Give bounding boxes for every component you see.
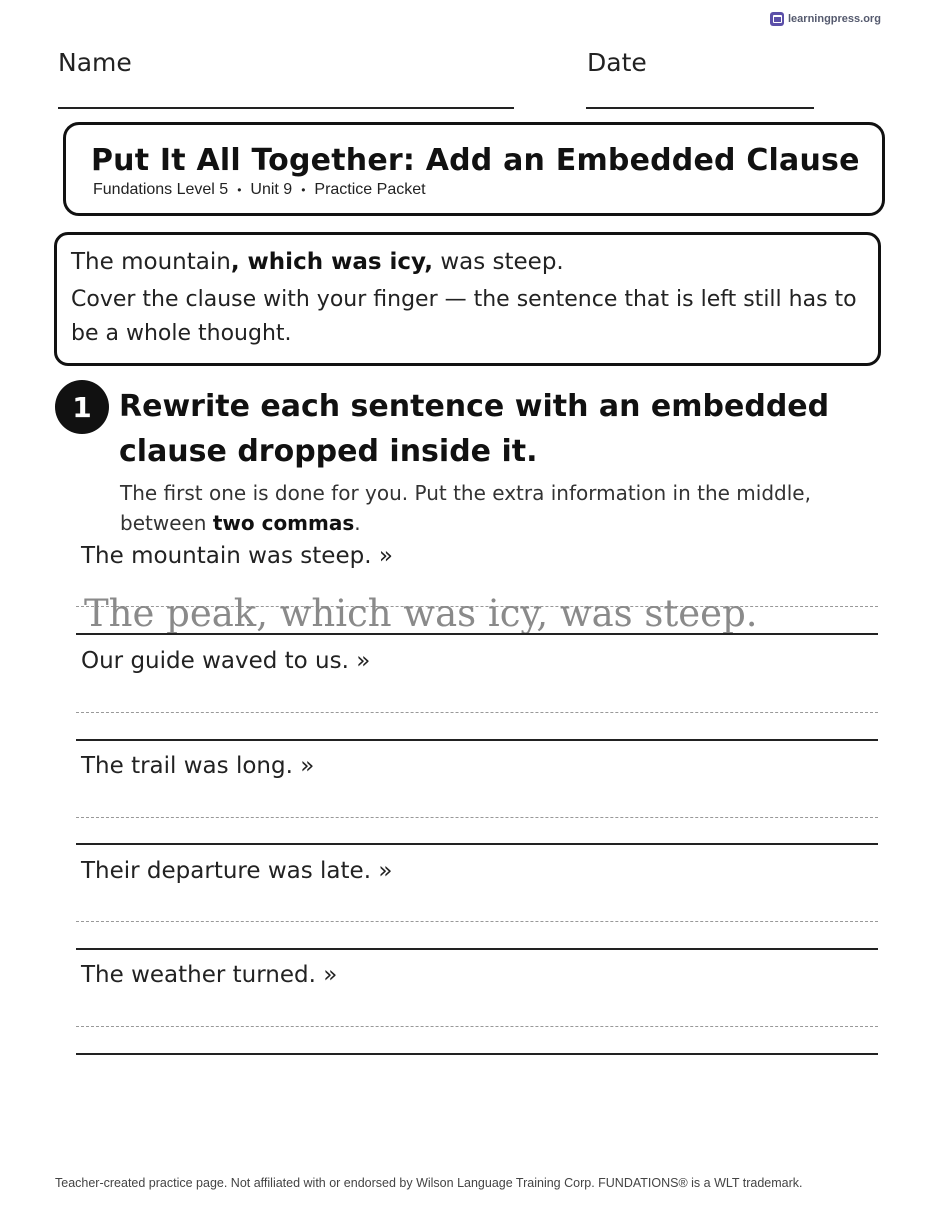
footer-disclaimer: Teacher-created practice page. Not affiliated with or endorsed by Wilson Language Training Corp. FUNDATIONS® is a WLT trademark. <box>55 1176 803 1190</box>
example-before: The mountain <box>71 249 231 275</box>
date-line[interactable] <box>586 107 814 109</box>
answer-line[interactable] <box>76 1053 878 1055</box>
subtitle-separator: • <box>237 183 242 197</box>
example-tip: Cover the clause with your finger — the sentence that is left still has to be a whole thought. <box>71 287 857 346</box>
subtitle-level: Fundations Level 5 <box>93 181 229 198</box>
step-instructions <box>120 478 890 538</box>
answer-line[interactable] <box>76 739 878 741</box>
example-after: was steep. <box>433 249 564 275</box>
dashed-guide-line <box>76 712 878 713</box>
answer-line[interactable] <box>76 948 878 950</box>
brand-name: learningpress.org <box>788 13 881 25</box>
title-box <box>63 122 885 216</box>
item-prompt: The weather turned. » <box>81 962 338 988</box>
item-prompt: Our guide waved to us. » <box>81 648 371 674</box>
subtitle-packet: Practice Packet <box>314 181 426 198</box>
item-prompt: Their departure was late. » <box>81 858 393 884</box>
date-label: Date <box>587 48 647 77</box>
answer-line[interactable] <box>76 633 878 635</box>
dashed-guide-line <box>76 1026 878 1027</box>
step-heading: Rewrite each sentence with an embedded clause dropped inside it. <box>119 389 830 469</box>
instr-bold: two commas <box>212 511 355 535</box>
page-title: Put It All Together: Add an Embedded Clause <box>91 143 860 178</box>
sample-answer: The peak, which was icy, was steep. <box>84 592 758 635</box>
subtitle-unit: Unit 9 <box>250 181 293 198</box>
example-sentence <box>71 245 864 279</box>
name-label: Name <box>58 48 132 77</box>
book-icon <box>770 12 784 26</box>
dashed-guide-line <box>76 817 878 818</box>
step-number: 1 <box>55 380 109 434</box>
subtitle-separator: • <box>301 183 306 197</box>
answer-line[interactable] <box>76 843 878 845</box>
brand-logo <box>770 12 881 26</box>
item-prompt: The trail was long. » <box>81 753 315 779</box>
example-clause: , which was icy, <box>230 249 434 275</box>
example-box <box>54 232 881 366</box>
name-line[interactable] <box>58 107 514 109</box>
dashed-guide-line <box>76 921 878 922</box>
instr-after: . <box>354 511 361 535</box>
instr-before: The first one is done for you. Put the extra information in the middle, between <box>120 481 811 535</box>
page-subtitle <box>93 181 426 199</box>
item-prompt: The mountain was steep. » <box>81 543 393 569</box>
